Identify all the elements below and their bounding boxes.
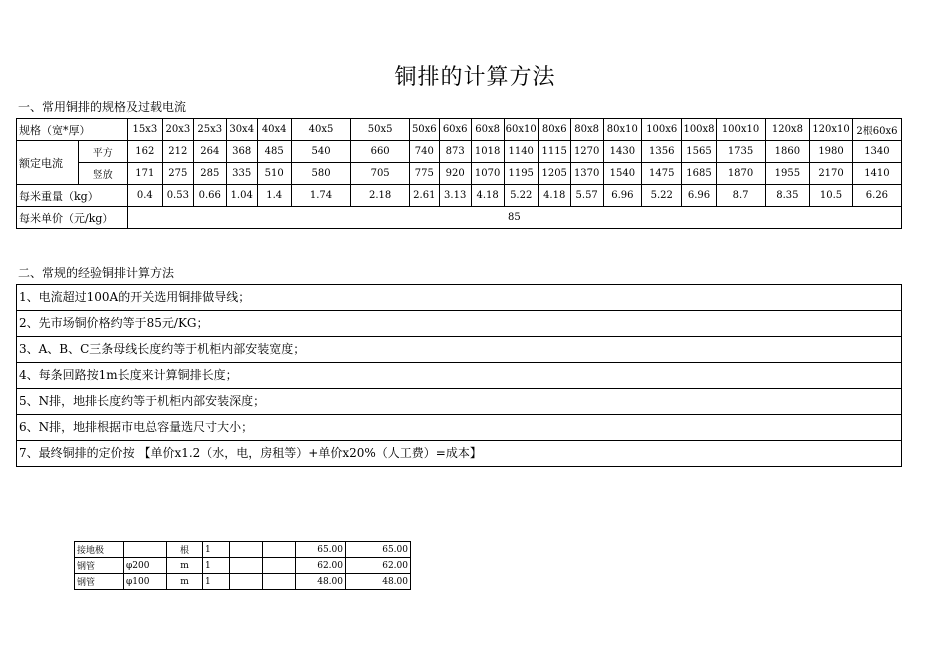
vertical-cell: 285: [193, 163, 226, 185]
price-row: [17, 207, 902, 229]
flat-cell: 1018: [471, 141, 504, 163]
price-label: 每米单价（元/kg）: [17, 207, 128, 229]
material-price: 48.00: [296, 574, 346, 590]
weight-cell: 5.22: [642, 185, 682, 207]
material-unit: m: [167, 574, 203, 590]
material-qty: 1: [203, 558, 230, 574]
vertical-cell: 1870: [716, 163, 765, 185]
weight-cell: 6.26: [852, 185, 901, 207]
flat-cell: 873: [439, 141, 471, 163]
section-heading-2: 二、常规的经验铜排计算方法: [18, 266, 175, 280]
flat-cell: 740: [409, 141, 439, 163]
weight-cell: 0.53: [162, 185, 193, 207]
vertical-label: 竖放: [78, 163, 127, 185]
material-total: 48.00: [346, 574, 411, 590]
material-unit: 根: [167, 542, 203, 558]
material-name: 钢管: [75, 558, 124, 574]
flat-cell: 1430: [603, 141, 641, 163]
spec-cell: 60x10: [504, 119, 538, 141]
spec-cell: 100x8: [682, 119, 716, 141]
vertical-cell: 275: [162, 163, 193, 185]
weight-cell: 5.57: [570, 185, 603, 207]
flat-cell: 1115: [538, 141, 570, 163]
material-price: 62.00: [296, 558, 346, 574]
table-row: [75, 574, 411, 590]
flat-cell: 1565: [682, 141, 716, 163]
flat-cell: 1340: [852, 141, 901, 163]
section-heading-1: 一、常用铜排的规格及过载电流: [18, 100, 187, 114]
spec-cell: 80x10: [603, 119, 641, 141]
vertical-cell: 580: [291, 163, 351, 185]
weight-row: [17, 185, 902, 207]
material-total: 62.00: [346, 558, 411, 574]
rule-item: 7、最终铜排的定价按 【单价x1.2（水，电，房租等）+单价x20%（人工费）=成本】: [16, 441, 902, 467]
empty-cell: [230, 574, 263, 590]
materials-table: [74, 541, 411, 590]
material-price: 65.00: [296, 542, 346, 558]
table-row: [75, 542, 411, 558]
flat-cell: 264: [193, 141, 226, 163]
empty-cell: [263, 542, 296, 558]
current-label: 额定电流: [17, 141, 79, 185]
empty-cell: [263, 574, 296, 590]
vertical-cell: 1410: [852, 163, 901, 185]
weight-cell: 5.22: [504, 185, 538, 207]
vertical-row: [17, 163, 902, 185]
spec-cell: 100x6: [642, 119, 682, 141]
weight-cell: 4.18: [538, 185, 570, 207]
spec-cell: 25x3: [193, 119, 226, 141]
vertical-cell: 510: [257, 163, 291, 185]
rule-item: 2、先市场铜价格约等于85元/KG；: [16, 311, 902, 337]
vertical-cell: 705: [351, 163, 410, 185]
flat-cell: 485: [257, 141, 291, 163]
vertical-cell: 1370: [570, 163, 603, 185]
spec-cell: 40x4: [257, 119, 291, 141]
weight-cell: 1.4: [257, 185, 291, 207]
material-qty: 1: [203, 574, 230, 590]
weight-cell: 10.5: [810, 185, 853, 207]
vertical-cell: 1955: [765, 163, 810, 185]
rule-item: 1、电流超过100A的开关选用铜排做导线；: [16, 285, 902, 311]
flat-cell: 212: [162, 141, 193, 163]
weight-cell: 6.96: [682, 185, 716, 207]
vertical-cell: 335: [226, 163, 257, 185]
weight-cell: 1.74: [291, 185, 351, 207]
weight-cell: 0.4: [127, 185, 162, 207]
spec-cell: 20x3: [162, 119, 193, 141]
vertical-cell: 1685: [682, 163, 716, 185]
spec-row: [17, 119, 902, 141]
rules-list: [16, 284, 902, 467]
weight-cell: 8.35: [765, 185, 810, 207]
spec-cell: 50x6: [409, 119, 439, 141]
rule-item: 3、A、B、C三条母线长度约等于机柜内部安装宽度；: [16, 337, 902, 363]
spec-cell: 120x10: [810, 119, 853, 141]
flat-cell: 660: [351, 141, 410, 163]
vertical-cell: 920: [439, 163, 471, 185]
spec-cell: 50x5: [351, 119, 410, 141]
weight-cell: 2.18: [351, 185, 410, 207]
spec-label: 规格（宽*厚）: [17, 119, 128, 141]
flat-label: 平方: [78, 141, 127, 163]
material-spec: φ100: [124, 574, 167, 590]
spec-cell: 120x8: [765, 119, 810, 141]
price-value: 85: [127, 207, 901, 229]
rule-item: 4、每条回路按1m长度来计算铜排长度；: [16, 363, 902, 389]
spec-cell: 30x4: [226, 119, 257, 141]
weight-cell: 4.18: [471, 185, 504, 207]
vertical-cell: 1195: [504, 163, 538, 185]
material-spec: [124, 542, 167, 558]
material-total: 65.00: [346, 542, 411, 558]
vertical-cell: 1205: [538, 163, 570, 185]
weight-label: 每米重量（kg）: [17, 185, 128, 207]
flat-row: [17, 141, 902, 163]
vertical-cell: 1070: [471, 163, 504, 185]
material-name: 接地极: [75, 542, 124, 558]
flat-cell: 1356: [642, 141, 682, 163]
weight-cell: 3.13: [439, 185, 471, 207]
flat-cell: 368: [226, 141, 257, 163]
spec-cell: 2根60x6: [852, 119, 901, 141]
vertical-cell: 1540: [603, 163, 641, 185]
weight-cell: 8.7: [716, 185, 765, 207]
flat-cell: 1980: [810, 141, 853, 163]
table-row: [75, 558, 411, 574]
material-name: 钢管: [75, 574, 124, 590]
material-unit: m: [167, 558, 203, 574]
spec-cell: 80x8: [570, 119, 603, 141]
flat-cell: 162: [127, 141, 162, 163]
spec-cell: 15x3: [127, 119, 162, 141]
weight-cell: 6.96: [603, 185, 641, 207]
empty-cell: [230, 542, 263, 558]
material-spec: φ200: [124, 558, 167, 574]
spec-cell: 60x6: [439, 119, 471, 141]
vertical-cell: 775: [409, 163, 439, 185]
page-title: 铜排的计算方法: [394, 65, 556, 90]
flat-cell: 1860: [765, 141, 810, 163]
vertical-cell: 171: [127, 163, 162, 185]
vertical-cell: 2170: [810, 163, 853, 185]
material-qty: 1: [203, 542, 230, 558]
flat-cell: 1735: [716, 141, 765, 163]
spec-table: [16, 118, 902, 229]
weight-cell: 2.61: [409, 185, 439, 207]
weight-cell: 1.04: [226, 185, 257, 207]
empty-cell: [263, 558, 296, 574]
spec-cell: 40x5: [291, 119, 351, 141]
rule-item: 5、N排，地排长度约等于机柜内部安装深度；: [16, 389, 902, 415]
vertical-cell: 1475: [642, 163, 682, 185]
weight-cell: 0.66: [193, 185, 226, 207]
spec-cell: 100x10: [716, 119, 765, 141]
flat-cell: 1270: [570, 141, 603, 163]
spec-cell: 80x6: [538, 119, 570, 141]
flat-cell: 540: [291, 141, 351, 163]
flat-cell: 1140: [504, 141, 538, 163]
rule-item: 6、N排，地排根据市电总容量选尺寸大小；: [16, 415, 902, 441]
empty-cell: [230, 558, 263, 574]
spec-cell: 60x8: [471, 119, 504, 141]
